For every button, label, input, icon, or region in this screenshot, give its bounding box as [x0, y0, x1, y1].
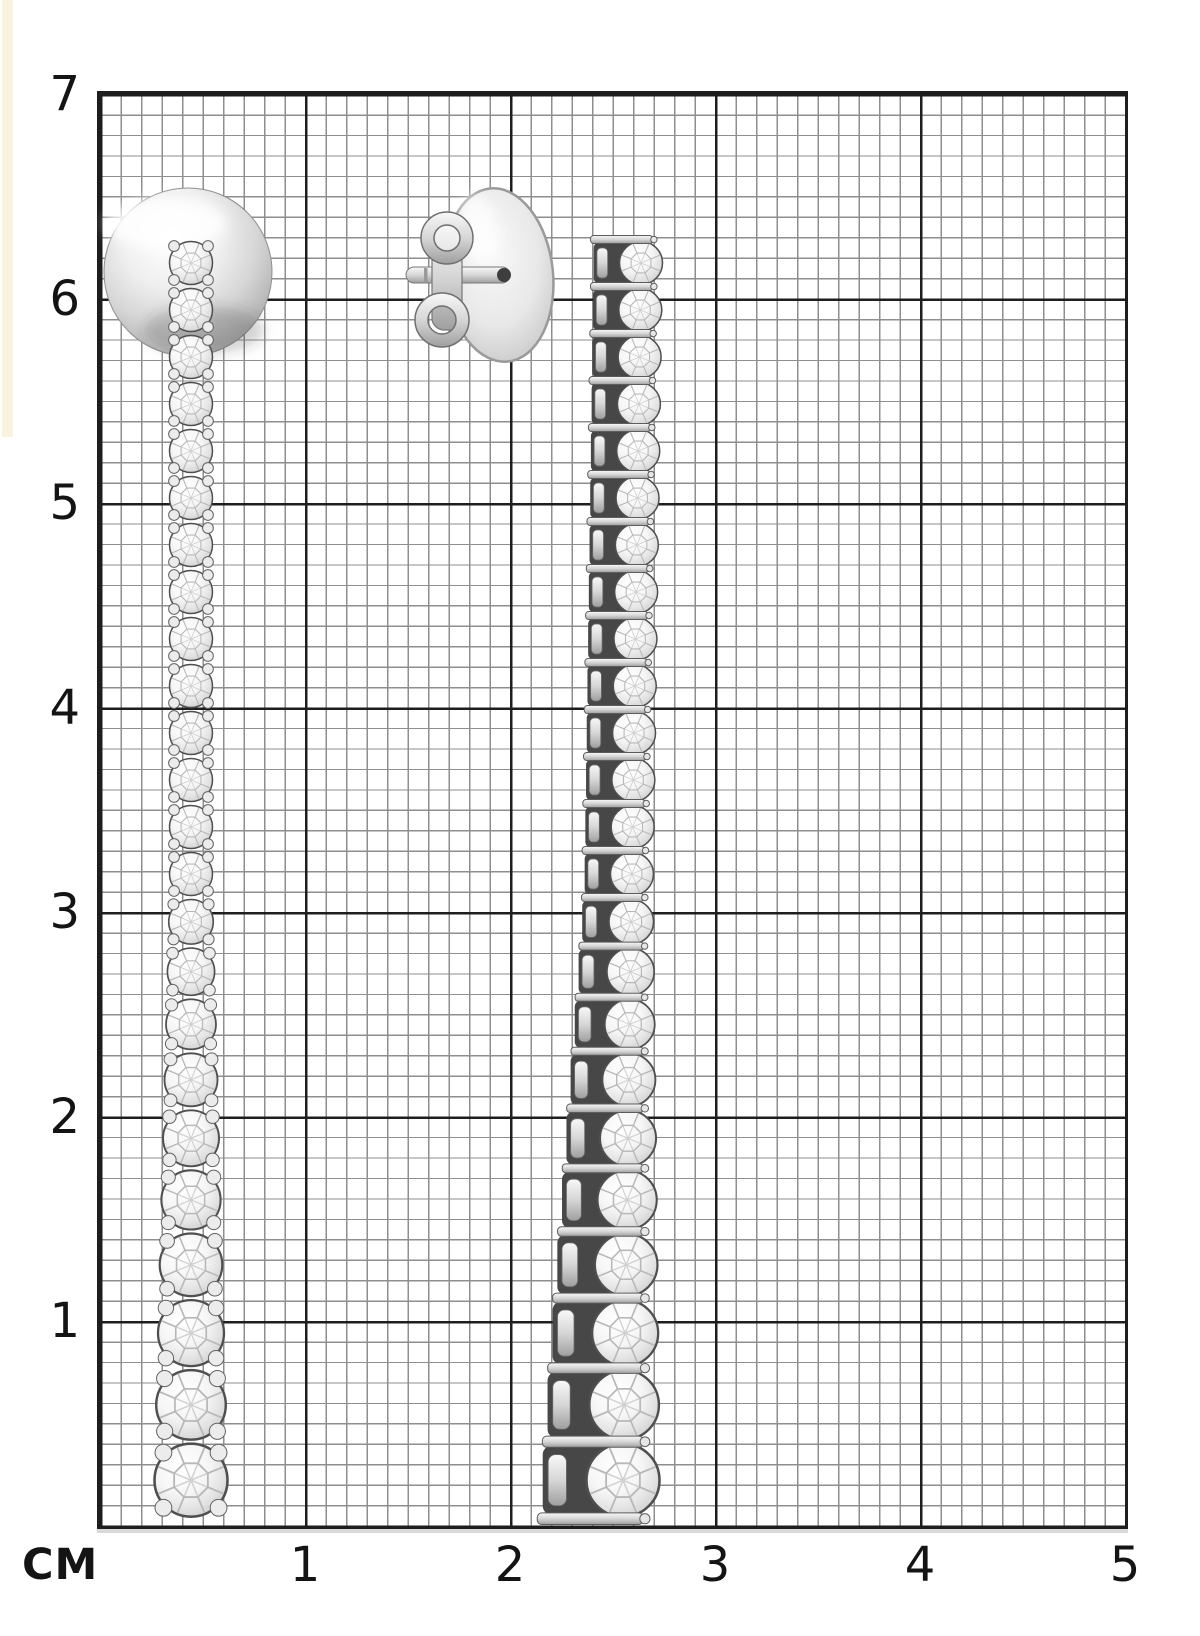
prong-ball [169, 476, 180, 487]
prong-rail [548, 1363, 644, 1374]
prong-ball [203, 604, 214, 615]
prong-ball [203, 523, 214, 534]
prong-ball [169, 805, 180, 816]
prong-ball [169, 651, 180, 662]
prong-ball [169, 510, 180, 521]
x-axis-label-2: 2 [494, 1536, 526, 1593]
prong-ball [169, 429, 180, 440]
basket-strut [575, 1061, 588, 1098]
prong-ball [169, 698, 180, 709]
prong-tip [642, 847, 648, 853]
y-axis-label-5: 5 [49, 475, 80, 531]
basket-strut [591, 624, 602, 654]
prong-rail [582, 847, 644, 855]
basket-strut [566, 1179, 581, 1220]
prong-tip [642, 894, 648, 900]
prong-ball [203, 839, 214, 850]
prong-ball [203, 557, 214, 568]
y-axis-label-1: 1 [49, 1293, 80, 1349]
prong-tip [641, 1048, 648, 1055]
prong-rail [588, 424, 650, 432]
prong-ball [203, 476, 214, 487]
prong-ball [155, 1444, 172, 1461]
prong-ball [203, 369, 214, 380]
prong-ball [208, 1350, 223, 1365]
prong-ball [203, 429, 214, 440]
prong-ball [203, 852, 214, 863]
prong-ball [169, 617, 180, 628]
prong-tip [641, 1294, 650, 1303]
prong-tip [640, 1514, 650, 1524]
stone [615, 524, 658, 567]
prong-ball [169, 745, 180, 756]
basket-strut [586, 906, 597, 937]
stone [598, 1170, 657, 1229]
prong-rail [542, 1436, 643, 1447]
stone [618, 336, 661, 379]
prong-tip [651, 236, 657, 242]
prong-ball [158, 1350, 173, 1365]
stone [607, 948, 654, 995]
prong-ball [203, 275, 214, 286]
prong-ball [169, 523, 180, 534]
prong-rail [586, 565, 648, 573]
basket-strut [589, 812, 600, 842]
x-axis-label-4: 4 [904, 1536, 936, 1593]
prong-ball [203, 241, 214, 252]
basket-strut [596, 342, 607, 372]
prong-rail [590, 330, 652, 338]
stone [619, 289, 662, 332]
prong-ball [161, 1216, 175, 1230]
prong-tip [647, 565, 653, 571]
prong-rail [581, 894, 643, 902]
prong-ball [203, 288, 214, 299]
stone [612, 759, 655, 802]
prong-tip [641, 1227, 649, 1235]
left-stone-column [155, 241, 228, 1517]
prong-ball [169, 463, 180, 474]
prong-tip [648, 471, 654, 477]
prong-ball [203, 805, 214, 816]
y-axis-label-2: 2 [49, 1088, 80, 1145]
prong-ball [203, 651, 214, 662]
basket-strut [592, 577, 603, 607]
stone [592, 1300, 658, 1366]
prong-tip [641, 1105, 648, 1112]
basket-strut [558, 1310, 575, 1356]
prong-ball [169, 792, 180, 803]
stone [611, 806, 654, 849]
basket-strut [591, 671, 602, 701]
prong-ball [203, 416, 214, 427]
prong-ball [203, 758, 214, 769]
stone [587, 1444, 660, 1517]
prong-ball [168, 934, 179, 945]
prong-ball [165, 1038, 177, 1050]
prong-ball [160, 1234, 175, 1249]
basket-strut [578, 1007, 591, 1042]
x-axis-label-3: 3 [699, 1536, 731, 1593]
basket-strut [597, 248, 608, 278]
prong-ball [164, 1053, 177, 1066]
prong-ball [169, 275, 180, 286]
prong-tip [649, 424, 655, 430]
stone [617, 430, 660, 473]
basket-strut [590, 718, 601, 748]
stone [613, 712, 656, 755]
prong-ball [169, 758, 180, 769]
post-groove [424, 268, 428, 282]
basket-strut [553, 1381, 570, 1430]
prong-rail [567, 1104, 644, 1112]
prong-rail [558, 1227, 644, 1236]
prong-tip [643, 800, 649, 806]
prong-ball [203, 792, 214, 803]
prong-ball [209, 1370, 225, 1386]
prong-ball [169, 886, 180, 897]
prong-ball [157, 1423, 173, 1439]
prong-ball [207, 1216, 221, 1230]
prong-rail [579, 942, 644, 950]
prong-ball [163, 1153, 176, 1166]
stone [602, 1053, 655, 1106]
prong-rail [575, 993, 643, 1001]
stone [609, 900, 654, 945]
prong-ball [204, 1038, 216, 1050]
y-axis-label-7: 7 [49, 66, 80, 122]
prong-rail [587, 518, 649, 526]
prong-tip [641, 1164, 649, 1172]
prong-tip [641, 994, 648, 1001]
stone [613, 665, 656, 708]
y-axis-label-6: 6 [49, 270, 80, 327]
prong-ball [206, 1153, 219, 1166]
basket-strut [582, 955, 594, 988]
prong-tip [646, 612, 652, 618]
stone [620, 242, 663, 285]
prong-ball [164, 1094, 177, 1107]
prong-tip [641, 943, 647, 949]
prong-rail [571, 1047, 644, 1055]
prong-rail [553, 1293, 644, 1303]
prong-ball [207, 1170, 221, 1184]
basket-strut [589, 765, 600, 795]
prong-ball [203, 617, 214, 628]
prong-ball [158, 1300, 173, 1315]
prong-ball [203, 711, 214, 722]
prong-ball [203, 934, 214, 945]
prong-ball [205, 1094, 218, 1107]
basket-strut [588, 859, 599, 889]
prong-rail [589, 377, 651, 385]
prong-ball [168, 899, 179, 910]
post-notch [497, 268, 511, 282]
prong-ball [169, 557, 180, 568]
prong-ball [203, 463, 214, 474]
basket-strut [571, 1119, 585, 1158]
basket-strut [562, 1243, 578, 1287]
prong-ball [203, 886, 214, 897]
prong-ball [169, 288, 180, 299]
prong-rail [588, 471, 650, 479]
prong-ball [169, 241, 180, 252]
stone [617, 383, 660, 426]
prong-ball [169, 382, 180, 393]
prong-ball [203, 510, 214, 521]
stone [605, 999, 655, 1049]
prong-ball [203, 745, 214, 756]
prong-ball [210, 1444, 227, 1461]
x-axis-label-5: 5 [1109, 1536, 1141, 1593]
prong-ball [208, 1281, 223, 1296]
prong-ball [209, 1423, 225, 1439]
prong-rail [562, 1164, 643, 1173]
stone [616, 477, 659, 520]
left-earring [104, 188, 272, 1517]
prong-ball [169, 416, 180, 427]
prong-ball [165, 999, 177, 1011]
prong-rail [585, 659, 647, 667]
prong-ball [203, 664, 214, 675]
stone [614, 618, 657, 661]
basket-strut [593, 483, 604, 513]
prong-ball [155, 1499, 172, 1516]
prong-ball [163, 1110, 176, 1123]
prong-tip [644, 753, 650, 759]
prong-tip [649, 377, 655, 383]
x-axis-label-1: 1 [289, 1536, 321, 1593]
basket-strut [594, 436, 605, 466]
prong-tip [651, 283, 657, 289]
basket-strut [595, 389, 606, 419]
prong-ball [204, 947, 216, 959]
prong-ball [167, 947, 179, 959]
prong-ball [169, 604, 180, 615]
prong-ball [203, 899, 214, 910]
prong-ball [169, 570, 180, 581]
prong-rail [586, 612, 648, 620]
prong-ball [160, 1281, 175, 1296]
prong-ball [203, 335, 214, 346]
prong-ball [169, 852, 180, 863]
basket-strut [548, 1455, 566, 1506]
basket-strut [593, 530, 604, 560]
prong-ball [161, 1170, 175, 1184]
stone [600, 1110, 656, 1166]
prong-ball [203, 570, 214, 581]
prong-tip [640, 1437, 650, 1447]
prong-ball [169, 839, 180, 850]
prong-ball [203, 382, 214, 393]
prong-ball [210, 1499, 227, 1516]
prong-rail [583, 800, 645, 808]
prong-ball [169, 322, 180, 333]
prong-ball [203, 698, 214, 709]
prong-ball [169, 664, 180, 675]
prong-tip [644, 706, 650, 712]
prong-ball [203, 322, 214, 333]
y-axis-label-3: 3 [49, 884, 80, 940]
prong-rail [537, 1513, 643, 1525]
stone [610, 853, 653, 896]
prong-rail [590, 283, 652, 291]
prong-tip [645, 659, 651, 665]
basket-strut [596, 295, 607, 325]
prong-ball [204, 984, 216, 996]
y-axis-label-4: 4 [49, 679, 80, 736]
prong-ball [204, 999, 216, 1011]
prong-ball [167, 984, 179, 996]
prong-ball [169, 711, 180, 722]
prong-tip [640, 1363, 649, 1372]
prong-ball [206, 1110, 219, 1123]
stone [589, 1370, 659, 1440]
prong-rail [590, 236, 652, 244]
prong-ball [157, 1370, 173, 1386]
prong-ball [205, 1053, 218, 1066]
prong-rail [584, 706, 646, 714]
prong-rail [584, 753, 646, 761]
stone [595, 1234, 658, 1297]
prong-tip [650, 330, 656, 336]
unit-label-cm: СМ [22, 1539, 99, 1590]
prong-ball [169, 335, 180, 346]
right-earring [406, 183, 663, 1525]
stone [615, 571, 658, 614]
prong-ball [169, 369, 180, 380]
prong-tip [647, 518, 653, 524]
prong-ball [208, 1300, 223, 1315]
prong-ball [208, 1234, 223, 1249]
